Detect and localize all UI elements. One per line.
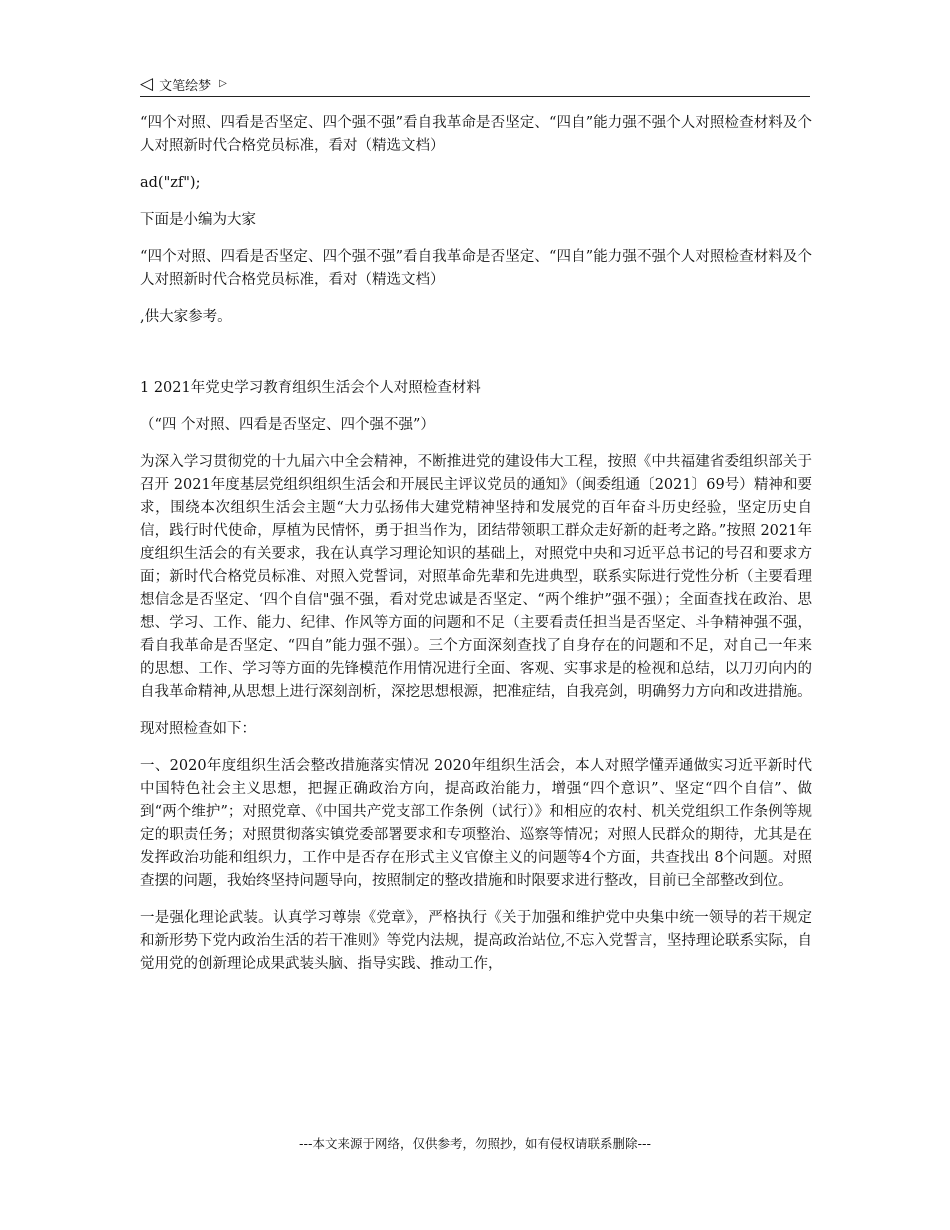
triangle-left-icon: ◁ (140, 73, 154, 94)
doc-title-paragraph: “四个对照、四看是否坚定、四个强不强”看自我革命是否坚定、“四自”能力强不强个人对照检查材料及个人对照新时代合格党员标准，看对（精选文档） (140, 115, 812, 154)
document-body (140, 112, 812, 990)
page-header (140, 72, 810, 97)
body-paragraph: 现对照检查如下： (140, 721, 256, 737)
body-paragraph: 一是强化理论武装。认真学习尊崇《党章》，严格执行《关于加强和维护党中央集中统一领导的若干规定和新形势下党内政治生活的若干准则》等党内法规，提高政治站位,不忘入党誓言，坚持理论联系实际，自觉用党的创新理论成果武装头脑、指导实践、推动工作， (140, 910, 812, 972)
section-heading: 1 2021年党史学习教育组织生活会个人对照检查材料 (140, 380, 481, 396)
section-subheading: （“四 个对照、四看是否坚定、四个强不强”） (140, 417, 435, 433)
reference-paragraph: ,供大家参考。 (140, 309, 232, 325)
script-text-paragraph: ad("zf"); (140, 175, 201, 191)
intro-paragraph: 下面是小编为大家 (140, 212, 256, 228)
doc-title-repeat-paragraph: “四个对照、四看是否坚定、四个强不强”看自我革命是否坚定、“四自”能力强不强个人对照检查材料及个人对照新时代合格党员标准，看对（精选文档） (140, 249, 812, 288)
body-paragraph: 一、2020年度组织生活会整改措施落实情况 2020年组织生活会，本人对照学懂弄通做实习近平新时代中国特色社会主义思想，把握正确政治方向，提高政治能力，增强“四个意识”、坚定“四个自信”、做到“两个维护”；对照党章、《中国共产党支部工作条例（试行）》和相应的农村、机关党组织工作条例等规定的职责任务；对照贯彻落实镇党委部署要求和专项整治、巡察等情况；对照人民群众的期待，尤其是在发挥政治功能和组织力，工作中是否存在形式主义官僚主义的问题等4个方面，共查找出 8个问题。对照查摆的问题，我始终坚持问题导向，按照制定的整改措施和时限要求进行整改，目前已全部整改到位。 (140, 758, 812, 889)
page-footer: ---本文来源于网络，仅供参考，勿照抄，如有侵权请联系删除--- (298, 1136, 652, 1151)
header-title: 文笔绘梦 (159, 78, 212, 94)
body-paragraph: 为深入学习贯彻党的十九届六中全会精神，不断推进党的建设伟大工程，按照《中共福建省委组织部关于召开 2021年度基层党组织组织生活会和开展民主评议党员的通知》（闽委组通〔2021〕69号）精神和要求，围绕本次组织生活会主题“大力弘扬伟大建党精神坚持和发展党的百年奋斗历史经验，坚定历史自信，践行时代使命，厚植为民情怀，勇于担当作为，团结带领职工群众走好新的赶考之路。”按照 2021年度组织生活会的有关要求，我在认真学习理论知识的基础上，对照党中央和习近平总书记的号召和要求方面；新时代合格党员标准、对照入党誓词，对照革命先辈和先进典型，联系实际进行党性分析（主要看理想信念是否坚定、‘四个自信"强不强，看对党忠诚是否坚定、“两个维护”强不强）；全面查找在政治、思想、学习、工作、能力、纪律、作风等方面的问题和不足（主要看责任担当是否坚定、斗争精神强不强，看自我革命是否坚定、“四自”能力强不强）。三个方面深刻查找了自身存在的问题和不足，对自己一年来的思想、工作、学习等方面的先锋模范作用情况进行全面、客观、实事求是的检视和总结，以刀刃向内的自我革命精神,从思想上进行深刻剖析，深挖思想根源，把准症结，自我亮剑，明确努力方向和改进措施。 (140, 454, 812, 700)
triangle-right-icon: ▷ (219, 78, 227, 89)
